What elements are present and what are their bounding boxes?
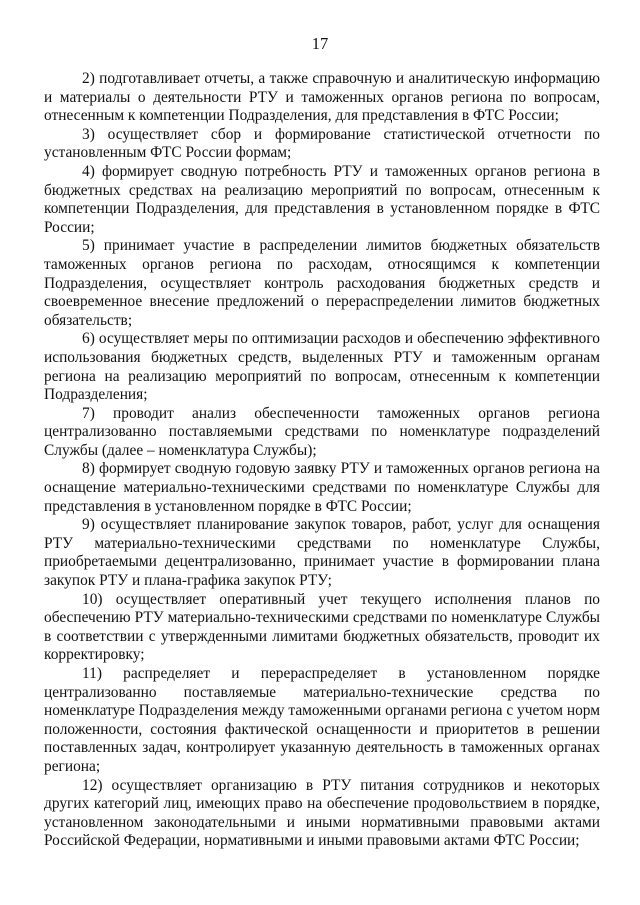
paragraph-item-6: 6) осуществляет меры по оптимизации расходов и обеспечению эффективного использования бюджетных средств, выделенных РТУ и таможенным органам региона на реализацию мероприятий по вопросам, отнесенным к компетенции Подразделения; xyxy=(44,330,600,404)
paragraph-item-5: 5) принимает участие в распределении лимитов бюджетных обязательств таможенных органов региона по расходам, относящимся к компетенции Подразделения, осуществляет контроль расходования бюджетных средств и своевременное внесение предложений о перераспределении лимитов бюджетных обязательств; xyxy=(44,237,600,329)
paragraph-item-10: 10) осуществляет оперативный учет текущего исполнения планов по обеспечению РТУ материально-техническими средствами по номенклатуре Службы в соответствии с утвержденными лимитами бюджетных обязательств, проводит их корректировку; xyxy=(44,590,600,664)
paragraph-item-7: 7) проводит анализ обеспеченности таможенных органов региона централизованно поставляемыми средствами по номенклатуре подразделений Службы (далее – номенклатура Службы); xyxy=(44,404,600,459)
paragraph-item-12: 12) осуществляет организацию в РТУ питания сотрудников и некоторых других категорий лиц, имеющих право на обеспечение продовольствием в порядке, установленном законодательными и иными нормативными правовыми актами Российской Федерации, нормативными и иными правовыми актами ФТС России; xyxy=(44,776,600,850)
paragraph-item-11: 11) распределяет и перераспределяет в установленном порядке централизованно поставляемые материально-технические средства по номенклатуре Подразделения между таможенными органами региона с учетом норм положенности, состояния фактической оснащенности и приоритетов в решении поставленных задач, контролирует указанную деятельность в таможенных органах региона; xyxy=(44,665,600,775)
document-body xyxy=(44,70,600,851)
paragraph-item-4: 4) формирует сводную потребность РТУ и таможенных органов региона в бюджетных средствах на реализацию мероприятий по вопросам, отнесенным к компетенции Подразделения, для представления в установленном порядке в ФТС России; xyxy=(44,162,600,236)
page-number: 17 xyxy=(311,34,329,53)
paragraph-item-3: 3) осуществляет сбор и формирование статистической отчетности по установленным ФТС России формам; xyxy=(44,125,600,162)
paragraph-item-9: 9) осуществляет планирование закупок товаров, работ, услуг для оснащения РТУ материально-техническими средствами по номенклатуре Службы, приобретаемыми децентрализованно, принимает участие в формировании плана закупок РТУ и плана-графика закупок РТУ; xyxy=(44,516,600,590)
paragraph-item-2: 2) подготавливает отчеты, а также справочную и аналитическую информацию и материалы о деятельности РТУ и таможенных органов региона по вопросам, отнесенным к компетенции Подразделения, для представления в ФТС России; xyxy=(44,70,600,125)
paragraph-item-8: 8) формирует сводную годовую заявку РТУ и таможенных органов региона на оснащение материально-техническими средствами по номенклатуре Службы для представления в установленном порядке в ФТС России; xyxy=(44,460,600,515)
